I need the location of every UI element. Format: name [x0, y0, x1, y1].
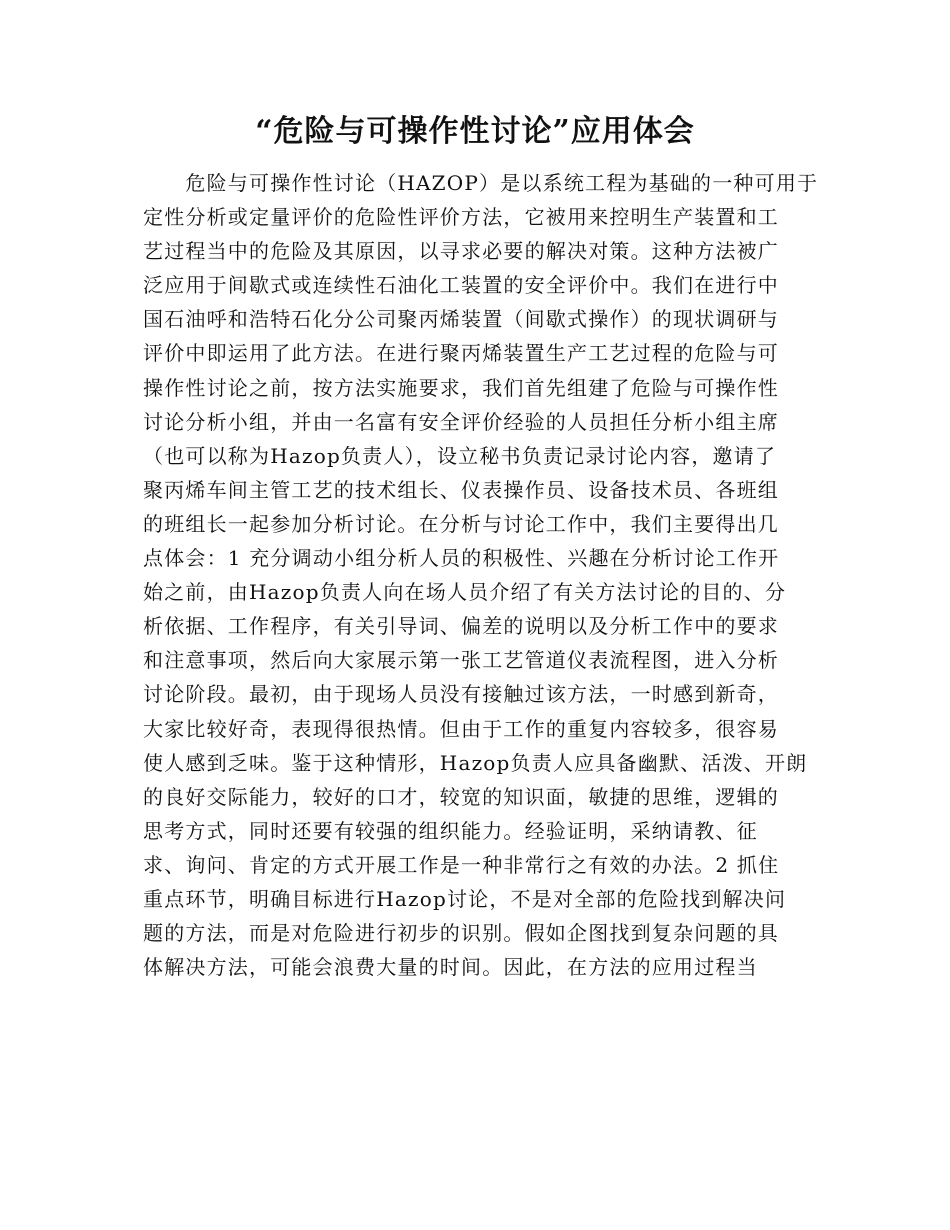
text-line: 析依据、工作程序，有关引导词、偏差的说明以及分析工作中的要求 [143, 614, 779, 639]
text-line: 和注意事项，然后向大家展示第一张工艺管道仪表流程图，进入分析 [143, 648, 779, 673]
text-line: 求、询问、肯定的方式开展工作是一种非常行之有效的办法。2 抓住 [143, 852, 780, 877]
text-line: 国石油呼和浩特石化分公司聚丙烯装置（间歇式操作）的现状调研与 [143, 307, 779, 332]
body-text [143, 166, 819, 984]
text-line: 讨论阶段。最初，由于现场人员没有接触过该方法，一时感到新奇， [143, 682, 779, 707]
text-line: 定性分析或定量评价的危险性评价方法，它被用来控明生产装置和工 [143, 205, 779, 230]
text-line: 评价中即运用了此方法。在进行聚丙烯装置生产工艺过程的危险与可 [143, 341, 779, 366]
text-line: 大家比较好奇，表现得很热情。但由于工作的重复内容较多，很容易 [143, 716, 779, 741]
text-line: （也可以称为Hazop负责人），设立秘书负责记录讨论内容，邀请了 [143, 443, 777, 468]
text-line: 泛应用于间歇式或连续性石油化工装置的安全评价中。我们在进行中 [143, 273, 779, 298]
text-line: 操作性讨论之前，按方法实施要求，我们首先组建了危险与可操作性 [143, 375, 779, 400]
text-line: 危险与可操作性讨论（HAZOP）是以系统工程为基础的一种可用于 [143, 171, 819, 195]
text-line: 讨论分析小组，并由一名富有安全评价经验的人员担任分析小组主席 [143, 409, 779, 434]
document-title: “危险与可操作性讨论”应用体会 [255, 114, 695, 149]
text-line: 聚丙烯车间主管工艺的技术组长、仪表操作员、设备技术员、各班组 [143, 477, 779, 502]
text-line: 体解决方法，可能会浪费大量的时间。因此，在方法的应用过程当 [143, 955, 758, 980]
text-line: 思考方式，同时还要有较强的组织能力。经验证明，采纳请教、征 [143, 818, 758, 843]
text-line: 题的方法，而是对危险进行初步的识别。假如企图找到复杂问题的具 [143, 921, 779, 946]
text-line: 始之前，由Hazop负责人向在场人员介绍了有关方法讨论的目的、分 [143, 580, 787, 605]
text-line: 重点环节，明确目标进行Hazop讨论，不是对全部的危险找到解决问 [143, 886, 787, 911]
text-line: 使人感到乏味。鉴于这种情形，Hazop负责人应具备幽默、活泼、开朗 [143, 750, 808, 775]
text-line: 的班组长一起参加分析讨论。在分析与讨论工作中，我们主要得出几 [143, 511, 779, 536]
text-line: 点体会：1 充分调动小组分析人员的积极性、兴趣在分析讨论工作开 [143, 546, 780, 571]
text-line: 的良好交际能力，较好的口才，较宽的知识面，敏捷的思维，逻辑的 [143, 784, 779, 809]
text-line: 艺过程当中的危险及其原因，以寻求必要的解决对策。这种方法被广 [143, 239, 779, 264]
